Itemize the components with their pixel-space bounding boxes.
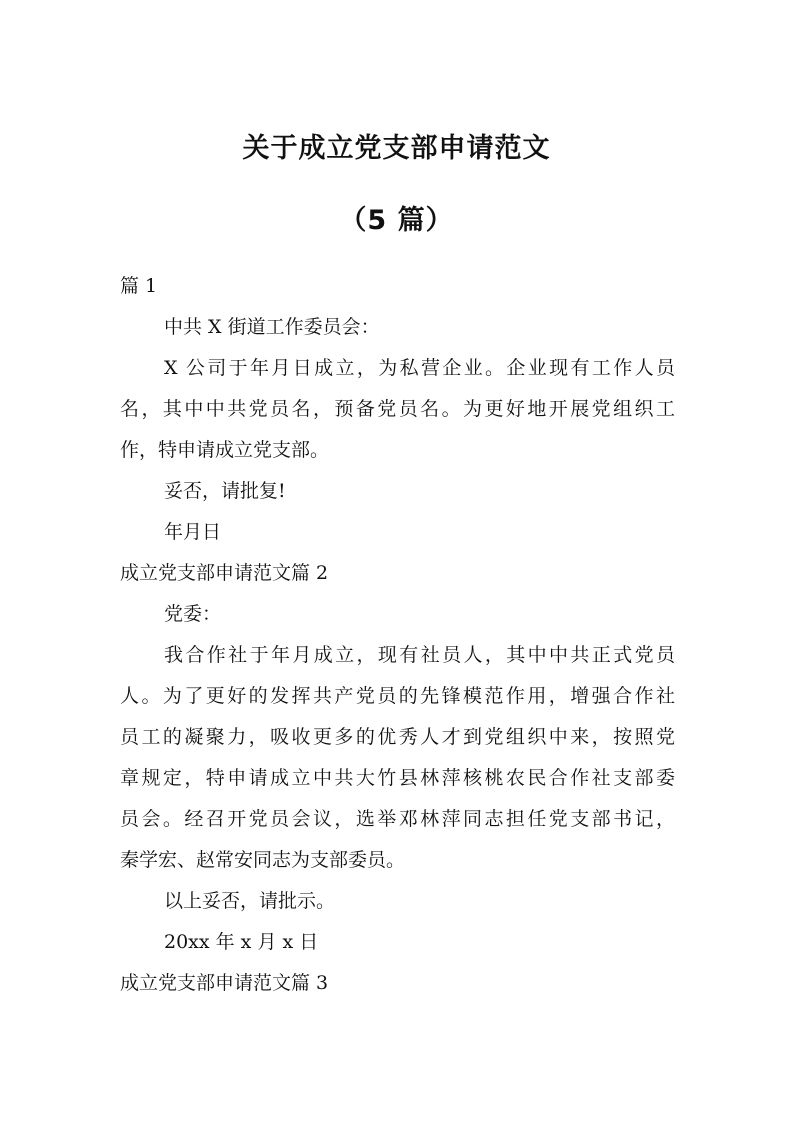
paragraph-line: 员工的凝聚力，吸收更多的优秀人才到党组织中来，按照党 bbox=[120, 726, 675, 748]
salutation: 党委： bbox=[164, 603, 222, 625]
section-heading: 成立党支部申请范文篇 3 bbox=[120, 972, 329, 994]
paragraph-line: 章规定，特申请成立中共大竹县林萍核桃农民合作社支部委 bbox=[120, 767, 675, 789]
paragraph-line: 秦学宏、赵常安同志为支部委员。 bbox=[120, 849, 406, 871]
salutation: 中共 X 街道工作委员会： bbox=[164, 316, 380, 338]
date-line: 年月日 bbox=[164, 521, 222, 543]
section-heading: 篇 1 bbox=[120, 275, 158, 297]
closing-request: 妥否，请批复! bbox=[164, 480, 286, 502]
section-heading: 成立党支部申请范文篇 2 bbox=[120, 562, 329, 584]
document-subtitle: （5 篇） bbox=[339, 205, 454, 236]
paragraph-line: 我合作社于年月成立，现有社员人，其中中共正式党员 bbox=[164, 644, 675, 666]
date-line: 20xx 年 x 月 x 日 bbox=[164, 931, 319, 953]
paragraph-line: X 公司于年月日成立，为私营企业。企业现有工作人员 bbox=[164, 357, 675, 379]
paragraph-line: 名，其中中共党员名，预备党员名。为更好地开展党组织工 bbox=[120, 398, 675, 420]
document-body bbox=[120, 266, 675, 1004]
paragraph-line: 员会。经召开党员会议，选举邓林萍同志担任党支部书记， bbox=[120, 808, 675, 830]
document-title: 关于成立党支部申请范文 bbox=[242, 133, 551, 164]
paragraph-line: 人。为了更好的发挥共产党员的先锋模范作用，增强合作社 bbox=[120, 685, 675, 707]
closing-request: 以上妥否，请批示。 bbox=[164, 890, 336, 912]
paragraph-line: 作，特申请成立党支部。 bbox=[120, 439, 330, 461]
